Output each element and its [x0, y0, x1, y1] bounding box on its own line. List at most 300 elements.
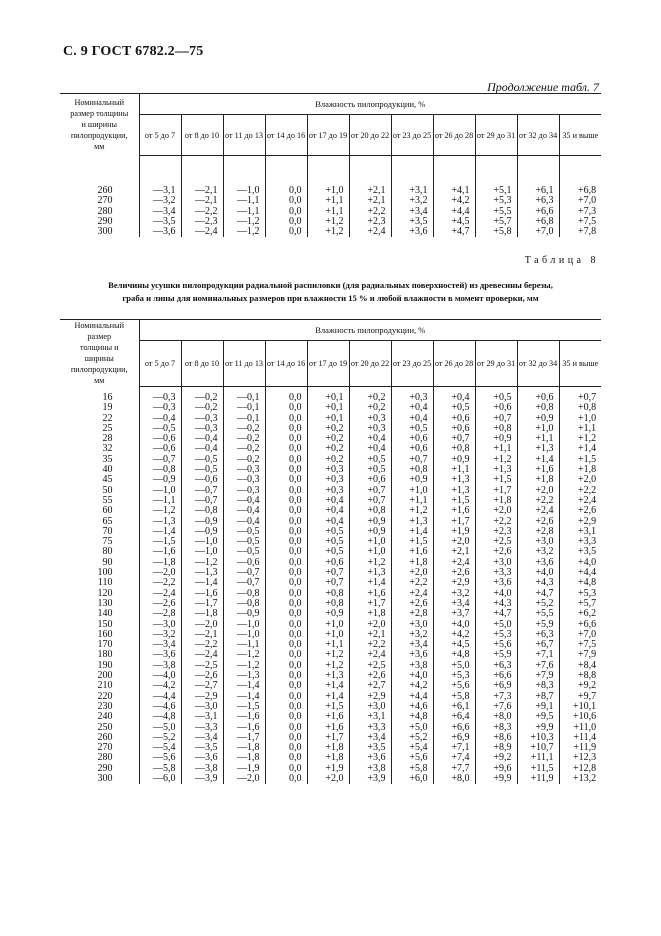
value-cell: +2,0	[307, 774, 349, 784]
value-cell: +0,1	[307, 403, 349, 413]
value-cell: +10,7	[517, 743, 559, 753]
value-cell: +1,7	[433, 517, 475, 527]
value-cell: —2,2	[181, 640, 223, 650]
size-cell: 220	[60, 692, 139, 702]
value-cell: —0,7	[181, 486, 223, 496]
value-cell: —3,2	[139, 196, 181, 206]
spacer-cell	[559, 156, 601, 187]
value-cell: +0,2	[307, 434, 349, 444]
size-cell: 120	[60, 589, 139, 599]
value-cell: +3,0	[517, 537, 559, 547]
value-cell: 0,0	[265, 537, 307, 547]
value-cell: +3,6	[349, 753, 391, 763]
value-cell: +5,8	[475, 227, 517, 237]
value-cell: +7,5	[577, 639, 597, 651]
size-cell: 160	[60, 630, 139, 640]
value-cell: +10,6	[572, 711, 597, 723]
value-cell: —0,4	[181, 444, 223, 454]
value-cell: 0,0	[265, 207, 307, 217]
value-cell: —6,0	[139, 774, 181, 784]
value-cell: +2,2	[391, 578, 433, 588]
value-cell: +6,1	[517, 186, 559, 196]
value-cell: 0,0	[265, 702, 307, 712]
value-cell: +5,5	[475, 207, 517, 217]
value-cell: 0,0	[265, 196, 307, 206]
value-cell: +0,8	[391, 465, 433, 475]
value-cell: —0,1	[223, 393, 265, 403]
value-cell: 0,0	[265, 496, 307, 506]
value-cell: +5,6	[433, 681, 475, 691]
value-cell: —0,7	[223, 568, 265, 578]
size-cell: 260	[60, 733, 139, 743]
value-cell: —0,5	[181, 455, 223, 465]
value-cell: +4,3	[517, 578, 559, 588]
value-cell: +2,7	[349, 681, 391, 691]
value-cell: +2,0	[475, 506, 517, 516]
size-cell: 130	[60, 599, 139, 609]
column-header: от 5 до 7	[139, 341, 181, 387]
table8-head	[60, 320, 601, 387]
value-cell: +1,7	[475, 486, 517, 496]
value-cell: +1,8	[577, 464, 597, 476]
value-cell: +0,9	[433, 455, 475, 465]
size-cell: 290	[60, 764, 139, 774]
value-cell: —5,2	[139, 733, 181, 743]
table7-head	[60, 94, 601, 156]
value-cell: —3,9	[181, 774, 223, 784]
stub-header-line: Номинальный	[74, 98, 125, 108]
value-cell: +3,9	[349, 774, 391, 784]
value-cell: +5,0	[433, 661, 475, 671]
value-cell: —1,4	[139, 527, 181, 537]
column-header: от 29 до 31	[475, 341, 517, 387]
value-cell: +1,1	[307, 196, 349, 206]
value-cell: +4,0	[517, 568, 559, 578]
column-header: от 14 до 16	[265, 341, 307, 387]
stub-header-line: пилопродукции,	[70, 131, 128, 141]
value-cell: —3,0	[181, 702, 223, 712]
value-cell: +4,0	[391, 671, 433, 681]
value-cell: +2,6	[577, 505, 597, 517]
value-cell: —3,6	[181, 753, 223, 763]
value-cell: +2,2	[517, 496, 559, 506]
value-cell: +1,0	[307, 630, 349, 640]
size-cell: 150	[60, 620, 139, 630]
value-cell: +1,0	[577, 412, 597, 424]
size-cell: 80	[60, 547, 139, 557]
value-cell: —1,2	[181, 558, 223, 568]
value-cell: —0,3	[223, 465, 265, 475]
value-cell: +0,7	[577, 392, 597, 403]
value-cell: —2,6	[181, 671, 223, 681]
value-cell: +7,8	[577, 226, 597, 238]
value-cell: +0,8	[349, 506, 391, 516]
value-cell: —1,3	[223, 671, 265, 681]
value-cell: +3,6	[391, 227, 433, 237]
value-cell: —0,8	[223, 599, 265, 609]
value-cell: +7,4	[433, 753, 475, 763]
value-cell: —1,5	[139, 537, 181, 547]
value-cell: +3,6	[391, 650, 433, 660]
value-cell: +2,3	[475, 527, 517, 537]
size-cell: 65	[60, 517, 139, 527]
value-cell: +1,2	[307, 217, 349, 227]
column-header: от 29 до 31	[475, 115, 517, 156]
value-cell: +7,7	[433, 764, 475, 774]
value-cell: —0,3	[223, 486, 265, 496]
value-cell: —0,1	[223, 403, 265, 413]
value-cell: +1,5	[307, 702, 349, 712]
value-cell: +1,8	[391, 558, 433, 568]
value-cell: +8,0	[433, 774, 475, 784]
value-cell: —2,0	[223, 774, 265, 784]
value-cell: +0,5	[391, 424, 433, 434]
value-cell: —0,9	[223, 609, 265, 619]
value-cell: +2,0	[349, 620, 391, 630]
value-cell: —0,3	[181, 414, 223, 424]
value-cell: +2,1	[349, 630, 391, 640]
size-cell: 16	[60, 393, 139, 403]
value-cell: 0,0	[265, 424, 307, 434]
value-cell: —0,2	[223, 434, 265, 444]
value-cell: —2,1	[181, 186, 223, 196]
value-cell: +6,4	[433, 712, 475, 722]
value-cell: —0,4	[181, 434, 223, 444]
value-cell: +1,1	[307, 640, 349, 650]
value-cell: +0,6	[391, 444, 433, 454]
value-cell: +1,8	[517, 475, 559, 485]
value-cell: +3,0	[475, 558, 517, 568]
value-cell: +6,6	[517, 207, 559, 217]
value-cell: +0,5	[307, 547, 349, 557]
value-cell: 0,0	[265, 712, 307, 722]
value-cell: +5,7	[475, 217, 517, 227]
value-cell: +0,5	[307, 527, 349, 537]
value-cell: 0,0	[265, 393, 307, 403]
spacer-cell	[60, 156, 139, 187]
value-cell: —1,0	[223, 620, 265, 630]
value-cell: —2,1	[181, 630, 223, 640]
value-cell: —1,2	[223, 661, 265, 671]
value-cell: 0,0	[265, 227, 307, 237]
value-cell: +0,3	[349, 414, 391, 424]
value-cell: +2,6	[349, 671, 391, 681]
size-cell: 28	[60, 434, 139, 444]
value-cell: —2,2	[181, 207, 223, 217]
value-cell: +5,0	[475, 620, 517, 630]
spacer-cell	[265, 156, 307, 187]
value-cell: +0,9	[391, 475, 433, 485]
value-cell: 0,0	[265, 681, 307, 691]
value-cell: +1,2	[307, 227, 349, 237]
value-cell: +4,4	[433, 207, 475, 217]
size-cell: 250	[60, 723, 139, 733]
value-cell: +1,4	[307, 681, 349, 691]
value-cell: +1,3	[475, 465, 517, 475]
value-cell: +0,9	[517, 414, 559, 424]
stub-header-line: размер	[87, 332, 112, 342]
value-cell: 0,0	[265, 434, 307, 444]
size-cell: 260	[60, 186, 139, 196]
size-cell: 180	[60, 650, 139, 660]
value-cell: +5,8	[391, 764, 433, 774]
value-cell: +0,7	[307, 578, 349, 588]
value-cell: —1,2	[139, 506, 181, 516]
value-cell: 0,0	[265, 609, 307, 619]
value-cell: +1,0	[349, 547, 391, 557]
value-cell: +6,7	[517, 640, 559, 650]
value-cell: —1,6	[223, 723, 265, 733]
value-cell: —1,1	[223, 207, 265, 217]
size-cell: 50	[60, 486, 139, 496]
value-cell: —5,0	[139, 723, 181, 733]
value-cell: +1,7	[349, 599, 391, 609]
value-cell: +7,0	[517, 227, 559, 237]
value-cell: +13,2	[572, 772, 597, 784]
stub-header-line: мм	[94, 376, 105, 386]
value-cell: +4,8	[577, 577, 597, 589]
value-cell: 0,0	[265, 692, 307, 702]
value-cell: —0,8	[223, 589, 265, 599]
stub-header-line: ширины	[84, 354, 114, 364]
value-cell: +3,0	[349, 702, 391, 712]
value-cell: +4,6	[391, 702, 433, 712]
value-cell: —0,3	[181, 424, 223, 434]
value-cell: —1,1	[223, 196, 265, 206]
value-cell: +2,6	[475, 547, 517, 557]
column-header: от 11 до 13	[223, 341, 265, 387]
value-cell: +8,7	[517, 692, 559, 702]
value-cell: +0,4	[307, 517, 349, 527]
value-cell: +3,5	[349, 743, 391, 753]
value-cell: —1,3	[139, 517, 181, 527]
value-cell: +3,8	[391, 661, 433, 671]
value-cell: —2,3	[181, 217, 223, 227]
value-cell: 0,0	[265, 620, 307, 630]
value-cell: —3,8	[139, 661, 181, 671]
stub-header-line: толщины и	[79, 343, 119, 353]
value-cell: —2,1	[181, 196, 223, 206]
value-cell: +5,2	[391, 733, 433, 743]
value-cell: +0,4	[391, 403, 433, 413]
table8-label: Таблица 8	[524, 255, 599, 266]
value-cell: +2,9	[349, 692, 391, 702]
value-cell: +3,4	[433, 599, 475, 609]
value-cell: +2,4	[349, 227, 391, 237]
value-cell: +4,0	[433, 620, 475, 630]
value-cell: +1,1	[433, 465, 475, 475]
value-cell: +9,6	[475, 764, 517, 774]
value-cell: +1,8	[307, 753, 349, 763]
value-cell: +0,4	[307, 496, 349, 506]
value-cell: +0,6	[307, 558, 349, 568]
value-cell: +4,7	[433, 227, 475, 237]
value-cell: —1,0	[181, 547, 223, 557]
value-cell: +2,2	[475, 517, 517, 527]
table8-title-line2: граба и липы для номинальных размеров при влажности 15 % и любой влажности в момент проверки, мм	[122, 293, 539, 303]
stub-header-line: Номинальный	[74, 321, 125, 331]
value-cell: —1,5	[223, 702, 265, 712]
value-cell: +1,4	[391, 527, 433, 537]
value-cell: —1,2	[223, 650, 265, 660]
value-cell: +5,6	[475, 640, 517, 650]
value-cell: —0,6	[223, 558, 265, 568]
value-cell: +3,2	[517, 547, 559, 557]
value-cell: +9,7	[577, 690, 597, 702]
value-cell: +0,8	[475, 424, 517, 434]
stub-header-line: мм	[94, 142, 105, 152]
value-cell: +3,1	[577, 525, 597, 537]
value-cell: +1,2	[307, 650, 349, 660]
value-cell: +0,1	[307, 393, 349, 403]
value-cell: +7,1	[433, 743, 475, 753]
value-cell: +0,2	[307, 424, 349, 434]
value-cell: +6,6	[433, 723, 475, 733]
value-cell: +4,3	[475, 599, 517, 609]
value-cell: —1,2	[223, 217, 265, 227]
value-cell: +0,5	[433, 403, 475, 413]
size-cell: 60	[60, 506, 139, 516]
column-header: от 20 до 22	[349, 115, 391, 156]
group-header: Влажность пилопродукции, %	[139, 94, 601, 115]
value-cell: —3,4	[139, 640, 181, 650]
value-cell: +1,2	[577, 433, 597, 445]
value-cell: —1,4	[223, 681, 265, 691]
value-cell: +4,2	[391, 681, 433, 691]
column-header: от 14 до 16	[265, 115, 307, 156]
value-cell: +1,0	[391, 486, 433, 496]
value-cell: +2,5	[475, 537, 517, 547]
value-cell: +1,1	[307, 207, 349, 217]
value-cell: +3,2	[391, 196, 433, 206]
table-row	[60, 774, 601, 784]
value-cell: 0,0	[265, 465, 307, 475]
value-cell: +1,3	[517, 444, 559, 454]
value-cell: +0,2	[349, 393, 391, 403]
value-cell: —1,2	[223, 227, 265, 237]
value-cell: +0,6	[391, 434, 433, 444]
value-cell: +6,8	[517, 217, 559, 227]
size-cell: 240	[60, 712, 139, 722]
value-cell: +0,6	[433, 424, 475, 434]
value-cell: —1,4	[181, 578, 223, 588]
value-cell: 0,0	[265, 578, 307, 588]
value-cell: +1,5	[577, 453, 597, 465]
value-cell: +0,5	[307, 537, 349, 547]
value-cell: +0,4	[433, 393, 475, 403]
value-cell: +5,5	[517, 609, 559, 619]
value-cell: —1,8	[139, 558, 181, 568]
value-cell: +8,9	[475, 743, 517, 753]
size-cell: 290	[60, 217, 139, 227]
stub-header-line: и ширины	[81, 120, 117, 130]
table7-continuation-caption: Продолжение табл. 7	[487, 80, 599, 94]
value-cell: +2,1	[349, 196, 391, 206]
value-cell: +2,0	[433, 537, 475, 547]
value-cell: +2,6	[433, 568, 475, 578]
value-cell: +6,2	[577, 608, 597, 620]
value-cell: 0,0	[265, 774, 307, 784]
value-cell: 0,0	[265, 568, 307, 578]
value-cell: +4,2	[433, 630, 475, 640]
value-cell: 0,0	[265, 486, 307, 496]
stub-header	[60, 320, 139, 387]
value-cell: +11,9	[517, 774, 559, 784]
value-cell: +0,8	[307, 589, 349, 599]
value-cell: +6,8	[577, 185, 597, 196]
value-cell: —0,7	[223, 578, 265, 588]
value-cell: +0,6	[433, 414, 475, 424]
size-cell: 22	[60, 414, 139, 424]
value-cell: +0,5	[349, 465, 391, 475]
value-cell: +4,5	[433, 217, 475, 227]
value-cell: +3,2	[433, 589, 475, 599]
column-header: от 20 до 22	[349, 341, 391, 387]
value-cell: +2,9	[433, 578, 475, 588]
value-cell: +0,6	[475, 403, 517, 413]
value-cell: —0,4	[223, 517, 265, 527]
column-header: от 8 до 10	[181, 341, 223, 387]
size-cell: 300	[60, 774, 139, 784]
spacer-cell	[223, 156, 265, 187]
value-cell: +1,3	[349, 568, 391, 578]
value-cell: +2,2	[577, 484, 597, 496]
value-cell: +3,5	[577, 546, 597, 558]
value-cell: +1,3	[391, 517, 433, 527]
value-cell: +6,0	[391, 774, 433, 784]
value-cell: +4,8	[433, 650, 475, 660]
value-cell: +1,0	[307, 620, 349, 630]
value-cell: +7,9	[577, 649, 597, 661]
value-cell: 0,0	[265, 527, 307, 537]
value-cell: +9,9	[475, 774, 517, 784]
value-cell: +5,4	[391, 743, 433, 753]
value-cell: —2,0	[139, 568, 181, 578]
table-7	[60, 93, 601, 237]
value-cell: +1,4	[517, 455, 559, 465]
value-cell: +1,0	[517, 424, 559, 434]
value-cell: +5,3	[475, 196, 517, 206]
value-cell: +0,2	[307, 444, 349, 454]
value-cell: +4,2	[433, 196, 475, 206]
value-cell: —4,2	[139, 681, 181, 691]
value-cell: —1,4	[223, 692, 265, 702]
value-cell: +9,2	[577, 680, 597, 692]
value-cell: +0,3	[349, 424, 391, 434]
size-cell: 270	[60, 196, 139, 206]
table8-body	[60, 387, 601, 785]
value-cell: 0,0	[265, 589, 307, 599]
value-cell: +3,4	[349, 733, 391, 743]
value-cell: —1,0	[223, 186, 265, 196]
value-cell: —1,0	[181, 537, 223, 547]
value-cell: +1,3	[433, 486, 475, 496]
value-cell: —5,6	[139, 753, 181, 763]
size-cell: 280	[60, 753, 139, 763]
value-cell: +0,5	[349, 455, 391, 465]
value-cell: +3,3	[577, 536, 597, 548]
value-cell: +3,3	[475, 568, 517, 578]
value-cell: —2,6	[139, 599, 181, 609]
value-cell: +1,1	[577, 422, 597, 434]
value-cell: +7,3	[577, 205, 597, 217]
value-cell: +9,1	[517, 702, 559, 712]
column-header: от 23 до 25	[391, 341, 433, 387]
value-cell: +0,2	[307, 455, 349, 465]
page-title: С. 9 ГОСТ 6782.2—75	[63, 44, 204, 59]
value-cell: +0,7	[433, 434, 475, 444]
value-cell: +8,0	[475, 712, 517, 722]
